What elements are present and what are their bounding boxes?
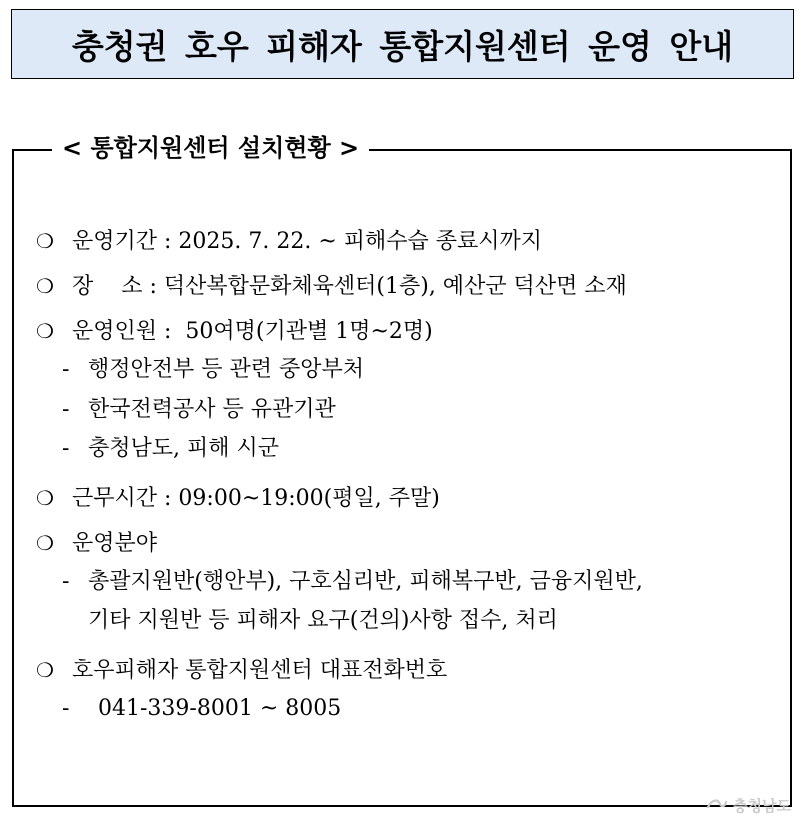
item-label: 호우피해자 통합지원센터 대표전화번호: [72, 658, 448, 683]
dash-mark: -: [62, 436, 70, 461]
item-staff: [36, 316, 433, 347]
item-label: 근무시간: [72, 486, 158, 511]
sub-item-text: 한국전력공사 등 유관기관: [88, 397, 336, 422]
dash-mark: -: [62, 569, 70, 594]
item-label: 장 소: [72, 274, 143, 299]
item-label: 운영분야: [72, 531, 158, 556]
section-title: < 통합지원센터 설치현황 >: [52, 128, 369, 168]
watermark: [706, 795, 791, 816]
page-title: 충청권 호우 피해자 통합지원센터 운영 안내: [71, 26, 734, 66]
swirl-logo-icon: [706, 797, 728, 811]
item-place: [36, 271, 627, 302]
sub-item-text: 행정안전부 등 관련 중앙부처: [88, 357, 365, 382]
sub-item-text: 충청남도, 피해 시군: [88, 436, 279, 461]
item-phone: [36, 655, 447, 686]
bullet-icon: ❍: [36, 319, 54, 343]
phone-sub-item: [62, 694, 341, 724]
bullet-icon: ❍: [36, 531, 54, 555]
bullet-icon: ❍: [36, 274, 54, 298]
item-value: : 덕산복합문화체육센터(1층), 예산군 덕산면 소재: [149, 274, 627, 299]
item-fields: [36, 528, 157, 559]
item-period: [36, 226, 542, 257]
item-value: : 50여명(기관별 1명~2명): [164, 319, 433, 344]
title-box: [11, 9, 794, 79]
staff-sub-item: [62, 395, 336, 425]
item-hours: [36, 483, 440, 514]
item-label: 운영기간: [72, 229, 158, 254]
staff-sub-item: [62, 434, 279, 464]
dash-mark: -: [62, 397, 70, 422]
dash-mark: -: [62, 357, 70, 382]
fields-sub-item: [62, 567, 643, 597]
phone-number: 041-339-8001 ~ 8005: [98, 696, 342, 721]
bullet-icon: ❍: [36, 658, 54, 682]
item-value: : 2025. 7. 22. ~ 피해수습 종료시까지: [164, 229, 543, 254]
item-value: : 09:00~19:00(평일, 주말): [164, 486, 440, 511]
dash-mark: -: [62, 696, 70, 721]
watermark-text: 충청남도: [733, 797, 791, 815]
item-label: 운영인원: [72, 319, 158, 344]
staff-sub-item: [62, 355, 364, 385]
bullet-icon: ❍: [36, 486, 54, 510]
fields-sub-item-continued: 기타 지원반 등 피해자 요구(건의)사항 접수, 처리: [88, 608, 558, 633]
bullet-icon: ❍: [36, 229, 54, 253]
sub-item-text: 총괄지원반(행안부), 구호심리반, 피해복구반, 금융지원반,: [88, 569, 643, 594]
